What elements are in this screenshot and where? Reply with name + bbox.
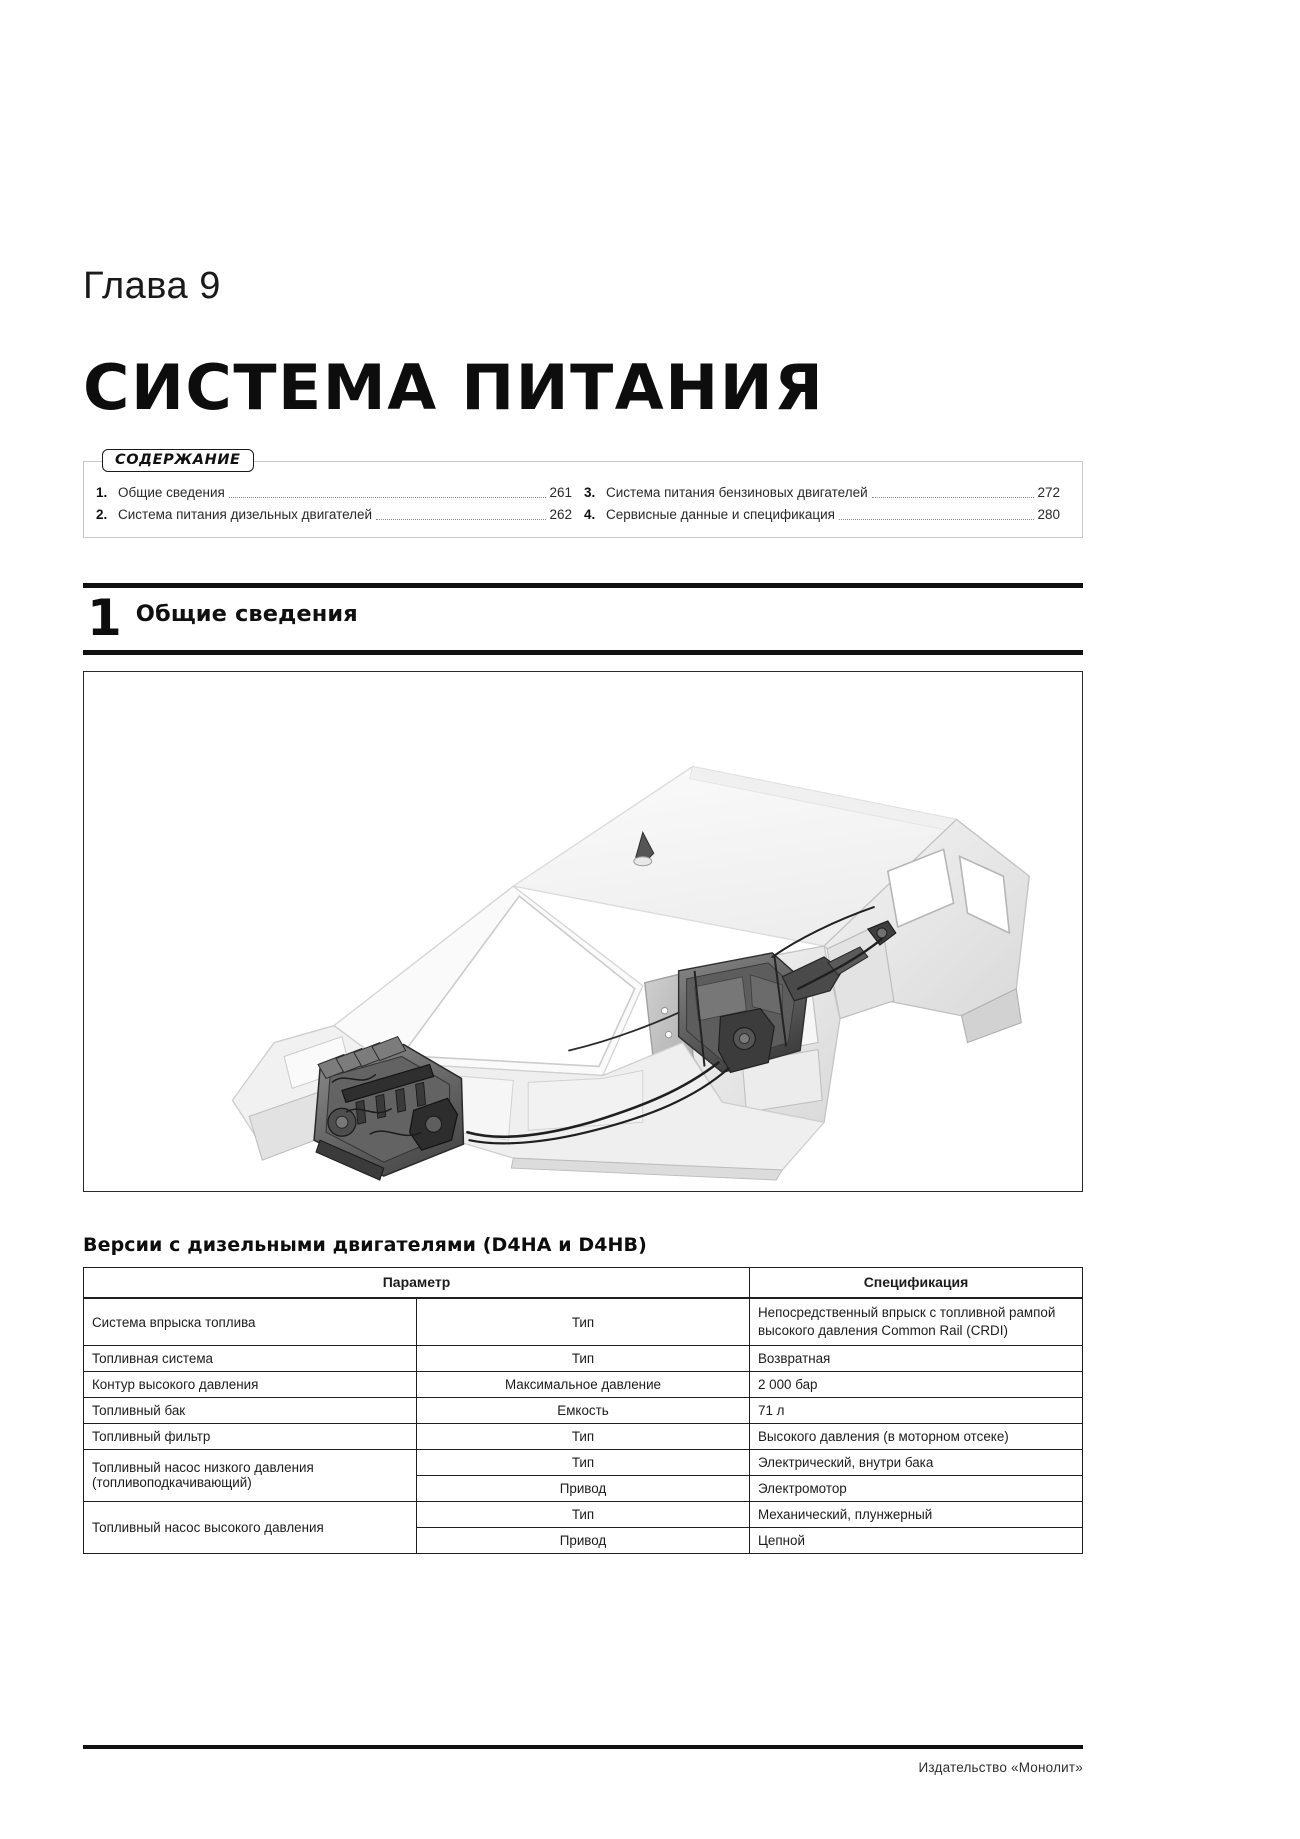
section-header-body — [83, 588, 1083, 650]
column-header-specification: Спецификация — [750, 1268, 1083, 1299]
cell-parameter: Топливный бак — [84, 1397, 417, 1423]
cell-subparameter: Привод — [417, 1527, 750, 1553]
chapter-label: Глава 9 — [83, 265, 221, 307]
table-row — [84, 1345, 1083, 1371]
page-footer — [83, 1745, 1083, 1775]
cell-subparameter: Привод — [417, 1475, 750, 1501]
toc-leader-dots — [229, 497, 547, 498]
spec-table-head — [84, 1268, 1083, 1299]
cell-value: Высокого давления (в моторном отсеке) — [750, 1423, 1083, 1449]
cell-value: 2 000 бар — [750, 1371, 1083, 1397]
toc-entry[interactable] — [96, 483, 572, 502]
table-header-row — [84, 1268, 1083, 1299]
toc-entry-title: Система питания дизельных двигателей — [118, 507, 373, 523]
cell-parameter: Топливная система — [84, 1345, 417, 1371]
table-of-contents — [83, 452, 1083, 538]
table-row — [84, 1397, 1083, 1423]
table-row — [84, 1449, 1083, 1475]
column-header-parameter: Параметр — [84, 1268, 750, 1299]
toc-badge: СОДЕРЖАНИЕ — [102, 449, 254, 472]
figure-car-body-fuel-system — [83, 671, 1083, 1192]
section-rule-bottom — [83, 650, 1083, 655]
cell-parameter: Контур высокого давления — [84, 1371, 417, 1397]
toc-entry[interactable] — [584, 505, 1060, 524]
cell-subparameter: Тип — [417, 1501, 750, 1527]
cell-value: Цепной — [750, 1527, 1083, 1553]
cell-subparameter: Максимальное давление — [417, 1371, 750, 1397]
spec-table — [83, 1267, 1083, 1553]
toc-entry-number: 4. — [584, 507, 596, 523]
cell-parameter: Топливный насос высокого давления — [84, 1501, 417, 1553]
cell-subparameter: Емкость — [417, 1397, 750, 1423]
toc-entry-number: 1. — [96, 485, 108, 500]
cell-subparameter: Тип — [417, 1345, 750, 1371]
toc-entry[interactable] — [584, 483, 1060, 502]
cell-value: Возвратная — [750, 1345, 1083, 1371]
cell-value: Механический, плунжерный — [750, 1501, 1083, 1527]
toc-entry-page: 272 — [1037, 485, 1060, 500]
cell-value: Электромотор — [750, 1475, 1083, 1501]
car-cutaway-illustration — [84, 672, 1082, 1191]
toc-column-left — [96, 483, 584, 527]
table-row — [84, 1371, 1083, 1397]
toc-entry-page: 261 — [549, 485, 572, 500]
section-number: 1 — [87, 589, 122, 648]
cell-value: Электрический, внутри бака — [750, 1449, 1083, 1475]
table-row — [84, 1423, 1083, 1449]
cell-parameter: Система впрыска топлива — [84, 1298, 417, 1345]
table-row — [84, 1298, 1083, 1345]
cell-parameter: Топливный фильтр — [84, 1423, 417, 1449]
toc-entry-title: Общие сведения — [118, 485, 225, 500]
toc-entry-title: Система питания бензиновых двигателей — [606, 485, 868, 500]
toc-entry-number: 3. — [584, 485, 596, 500]
cell-subparameter: Тип — [417, 1298, 750, 1345]
cell-value: Непосредственный впрыск с топливной рампой высокого давления Common Rail (CRDI) — [750, 1298, 1083, 1345]
toc-column-right — [584, 483, 1072, 527]
page-content — [83, 0, 1160, 1554]
cell-value: 71 л — [750, 1397, 1083, 1423]
section-header — [83, 583, 1083, 655]
toc-entry-page: 262 — [549, 507, 572, 523]
spec-table-heading: Версии с дизельными двигателями (D4HA и D4HB) — [83, 1234, 647, 1257]
table-row — [84, 1501, 1083, 1527]
publisher-label: Издательство «Монолит» — [918, 1760, 1083, 1775]
spec-table-body — [84, 1298, 1083, 1553]
toc-leader-dots — [839, 519, 1034, 520]
cell-subparameter: Тип — [417, 1449, 750, 1475]
cell-parameter: Топливный насос низкого давления (топливоподкачивающий) — [84, 1449, 417, 1501]
footer-rule — [83, 1745, 1083, 1749]
toc-entry-title: Сервисные данные и спецификация — [606, 507, 835, 523]
toc-leader-dots — [872, 497, 1035, 498]
toc-entry[interactable] — [96, 505, 572, 524]
cell-subparameter: Тип — [417, 1423, 750, 1449]
section-title: Общие сведения — [135, 601, 358, 628]
page-title: СИСТЕМА ПИТАНИЯ — [83, 351, 825, 424]
toc-entry-number: 2. — [96, 507, 108, 523]
toc-leader-dots — [376, 519, 546, 520]
toc-entry-page: 280 — [1037, 507, 1060, 523]
